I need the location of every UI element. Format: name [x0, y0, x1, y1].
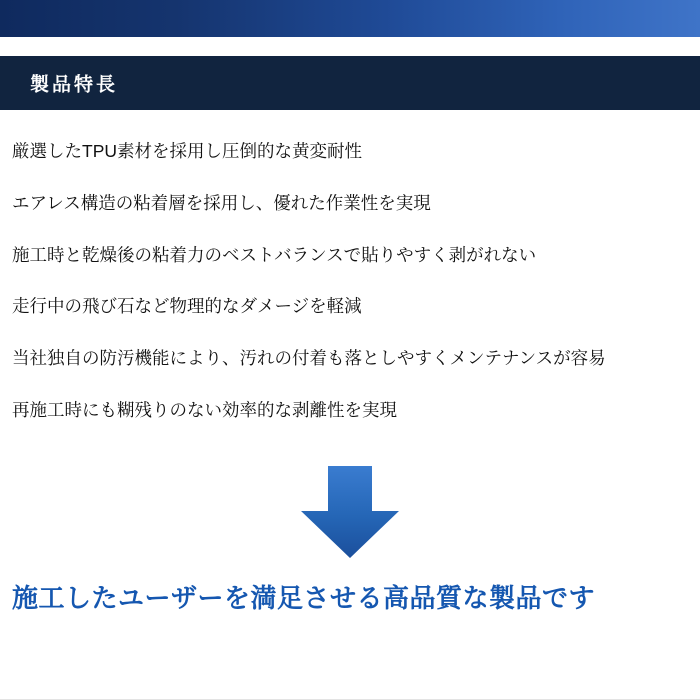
down-arrow-icon: [301, 466, 399, 558]
feature-list: [0, 140, 700, 451]
list-item: エアレス構造の粘着層を採用し、優れた作業性を実現: [12, 192, 431, 213]
arrow-container: [0, 466, 700, 566]
header-accent-bar: [0, 0, 700, 37]
list-item: 施工時と乾燥後の粘着力のベストバランスで貼りやすく剥がれない: [12, 244, 537, 265]
list-item: 厳選したTPU素材を採用し圧倒的な黄変耐性: [12, 141, 362, 161]
list-item: 当社独自の防汚機能により、汚れの付着も落としやすくメンテナンスが容易: [12, 348, 606, 368]
section-title-band: [0, 56, 700, 110]
page-title: 製品特長: [30, 74, 119, 96]
list-item: 走行中の飛び石など物理的なダメージを軽減: [12, 296, 362, 317]
closing-statement: 施工したユーザーを満足させる高品質な製品です: [12, 583, 596, 613]
list-item: 再施工時にも糊残りのない効率的な剥離性を実現: [12, 399, 397, 420]
